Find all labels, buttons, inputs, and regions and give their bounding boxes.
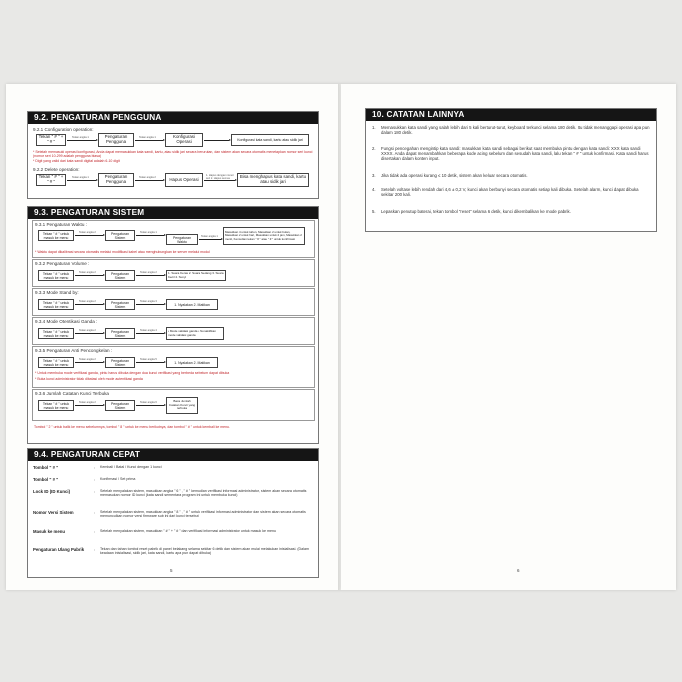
s92-1-arrow1-label: Tekan angka 1 xyxy=(72,136,89,139)
s93-2-arrow1-label: Tekan angka 2 xyxy=(79,271,96,274)
s92-2-step4: Bisa menghapus kata sandi, kartu atau sidik jari xyxy=(237,173,309,187)
s92-2-arrow1-label: Tekan angka 1 xyxy=(72,176,89,179)
section-9-4-title: 9.4. PENGATURAN CEPAT xyxy=(28,449,318,461)
s93-2-step1: Tekan " # " untuk masuk ke menu xyxy=(38,270,74,281)
s93-6-title: 9.3.6 Jumlah Catatan Kunci Terbuka xyxy=(35,391,109,396)
s93-1-title: 9.3.1 Pengaturan Waktu : xyxy=(35,222,87,227)
section-9-3-title: 9.3. PENGATURAN SISTEM xyxy=(28,207,318,219)
s93-3-arrow1 xyxy=(75,304,103,305)
s94-row-label: Nomor Versi Sistem xyxy=(33,510,74,515)
s93-6-arrow1-label: Tekan angka 2 xyxy=(79,401,96,404)
s93-4-step1: Tekan " # " untuk masuk ke menu xyxy=(38,328,74,339)
s93-3-arrow2 xyxy=(136,304,164,305)
s92-2-arrow1 xyxy=(67,180,96,181)
s93-5-note1: * Untuk membuka mode verifikasi ganda, pintu harus dibuka dengan dua kunci verifikasi yang berbeda sebelum dapat dibuka xyxy=(35,371,230,375)
s93-2-arrow2-label: Tekan angka 2 xyxy=(140,271,157,274)
s93-3-step1: Tekan " # " untuk masuk ke menu xyxy=(38,299,74,310)
s93-4-arrow2-label: Tekan angka 4 xyxy=(140,329,157,332)
note-number: 3. xyxy=(372,173,376,178)
note-number: 1. xyxy=(372,125,376,130)
s93-3-arrow1-label: Tekan angka 2 xyxy=(79,300,96,303)
s92-1-arrow2-label: Tekan angka 1 xyxy=(139,136,156,139)
s92-1-step3: Konfigurasi Operasi xyxy=(165,133,203,147)
section-9-2 xyxy=(27,111,319,199)
s94-row-label: Tombol " # " xyxy=(33,465,59,470)
s93-6-step1: Tekan " # " untuk masuk ke menu xyxy=(38,400,74,411)
s94-row-label: Tombol " # " xyxy=(33,477,59,482)
s93-1-panel xyxy=(32,220,315,258)
note-item: Fungsi pencegahan mengintip kata sandi: masukkan kata sandi sebagai berikut saat membuka pintu dengan kata sandi: XXX kata sandi XXXX. Anda dapat menambahkan beberapa kode acing sebelum dan sesudah kata sandi, lalu tekan " # " untuk konfirmasi. Kata sandi harus disertakan dalam konten input. xyxy=(381,146,649,162)
s92-2-arrow3-label: 1. Hapus dengan nomor seri 2. Hapus semua xyxy=(206,174,234,180)
s93-6-arrow1 xyxy=(75,405,103,406)
s93-3-panel xyxy=(32,288,315,316)
section-9-3 xyxy=(27,206,319,444)
note-number: 2. xyxy=(372,146,376,151)
s93-2-step3: 1. Suara Keras 2. Suara Sedang 3. Suara Kecil 4. Sunyi xyxy=(166,270,226,281)
s92-1-step2: Pengaturan Pengguna xyxy=(98,133,134,147)
note-item: Lepaskan penutup baterai, tekan tombol "reset" selama 6 detik, kunci dikembalikan ke mode pabrik. xyxy=(381,209,571,214)
s93-6-arrow2 xyxy=(136,405,164,406)
s93-4-step3: • Mode validasi ganda • Nonaktifkan mode validasi ganda xyxy=(166,327,224,340)
s94-row-colon: : xyxy=(94,477,96,482)
s93-6-panel xyxy=(32,389,315,421)
note-item: Setelah voltase lebih rendah dari 4,6 ± 0,2 V, kunci akan berbunyi secara otomatis setiap kali dibuka. Setelah alarm, kunci dapat dibuka sekitar 200 kali. xyxy=(381,187,639,198)
s93-2-arrow2 xyxy=(136,275,164,276)
note-item: Memasukkan kata sandi yang salah lebih dari 5 kali berturut-turut, keyboard terkunci selama 180 detik. Itu tidak menanggapi operasi apa pun dalam 180 detik. xyxy=(381,125,650,136)
s94-row-colon: : xyxy=(94,489,96,494)
s92-2-title: 9.2.2 Delete operation: xyxy=(33,167,80,172)
s94-row-colon: : xyxy=(94,547,96,552)
s92-1-arrow3 xyxy=(204,140,229,141)
s93-3-arrow2-label: Tekan angka 3 xyxy=(140,300,157,303)
s93-5-step1: Tekan " # " untuk masuk ke menu xyxy=(38,357,74,368)
s93-2-title: 9.3.2 Pengaturan Volume : xyxy=(35,261,90,266)
s92-1-step4: Konfigurasi kata sandi, kartu atau sidik jari xyxy=(231,134,309,146)
s93-5-step2: Pengaturan Sistem xyxy=(105,357,135,368)
s93-6-step3: Baca Jumlah Catatan Kunci yang terbuka xyxy=(166,397,198,414)
s94-row-colon: : xyxy=(94,510,96,515)
s92-1-note2: * Digit yang valid dari kata sandi digital adalah 6-10 digit xyxy=(33,159,120,163)
page-number-right: 6 xyxy=(517,568,520,573)
note-number: 4. xyxy=(372,187,376,192)
s93-6-arrow2-label: Tekan angka 6 xyxy=(140,401,157,404)
s93-5-arrow2 xyxy=(136,362,164,363)
s94-row-label: Masuk ke menu xyxy=(33,529,66,534)
s93-2-step2: Pengaturan Sistem xyxy=(105,270,135,281)
s93-5-arrow2-label: Tekan angka 5 xyxy=(140,358,157,361)
s94-row-colon: : xyxy=(94,529,96,534)
note-number: 5. xyxy=(372,209,376,214)
s93-footer-note: Tombol " 2 " untuk balik ke menu sebelumnya, tombol " 8 " untuk ke menu berikutnya, dan tombol " # " untuk kembali ke menu. xyxy=(34,425,230,429)
s93-3-title: 9.3.3 Mode Stand by: xyxy=(35,290,79,295)
note-item: Jika tidak ada operasi kurang ≤ 10 detik, sistem akan keluar secara otomatis. xyxy=(381,173,528,178)
s93-1-note: * Waktu dapat dikalibrasi secara otomatis melalui modifikasi kabel atau menghubungkan ke server melalui modul xyxy=(35,250,210,254)
s92-2-arrow2 xyxy=(135,180,163,181)
section-9-4 xyxy=(27,448,319,578)
s93-5-panel xyxy=(32,346,315,388)
s93-5-note2: * Buka kunci administrator tidak dibatasi oleh mode autentikasi ganda xyxy=(35,377,143,381)
s93-1-arrow1 xyxy=(75,235,103,236)
s93-1-arrow3-label: Tekan angka 1 xyxy=(201,235,218,238)
s93-1-arrow1-label: Tekan angka 2 xyxy=(79,231,96,234)
s93-2-panel xyxy=(32,259,315,287)
s93-1-arrow2 xyxy=(136,235,164,236)
s93-2-arrow1 xyxy=(75,275,103,276)
s93-5-arrow1 xyxy=(75,362,103,363)
section-9-2-title: 9.2. PENGATURAN PENGGUNA xyxy=(28,112,318,124)
s93-3-step3: 1. Nyalakan 2. Matikan xyxy=(166,299,218,310)
s93-1-step2: Pengaturan Sistem xyxy=(105,230,135,241)
s94-row-text: Setelah menyalakan sistem, masukkan " # " + " # " dan verifikasi informasi administrator untuk masuk ke menu xyxy=(100,529,276,533)
page-number-left: 5 xyxy=(170,568,173,573)
right-page xyxy=(341,84,676,590)
s94-row-text: Kembali / Batal / Kunci dengan 1 kunci xyxy=(100,465,162,469)
section-10-title: 10. CATATAN LAINNYA xyxy=(366,109,656,121)
s94-row-text: Setelah menyalakan sistem, masukkan angka " 8 " , " # " untuk verifikasi informasi administrator dan sistem akan secara otomatis memunculkan nomor versi firmware sub ini dari kunci tersebut xyxy=(100,510,306,519)
s92-1-title: 9.2.1 Configuration operation: xyxy=(33,127,94,132)
s92-1-step1: Tekan " # " + " # " xyxy=(36,134,66,146)
s94-row-text: Konfirmasi / Set prima xyxy=(100,477,136,481)
s92-1-arrow2 xyxy=(135,140,163,141)
s94-row-text: Tekan dan tahan tombol reset pabrik di panel belakang selama sekitar 6 detik dan sistem akan mulai melakukan inisialisasi. (Dalam keadaan inisialisasi, sidik jari, kata sandi, kartu apa pun dapat dibuka) xyxy=(100,547,309,556)
section-10 xyxy=(365,108,657,232)
s92-2-step3: Hapus Operasi xyxy=(165,173,203,187)
s93-1-arrow2-label: Tekan angka 1 xyxy=(140,231,157,234)
s94-row-label: Lock ID (ID Kunci) xyxy=(33,489,71,494)
s94-row-text: Setelah menyalakan sistem, masukkan angka " 6 " , " # " kemudian verifikasi informasi administrator, sistem akan secara otomatis memasukan nomor ID kunci (kata sandi sementara program ini untuk membuka kunci) xyxy=(100,489,307,498)
s92-2-step1: Tekan " # " + " # " xyxy=(36,174,66,186)
s93-1-arrow3 xyxy=(199,239,221,240)
s93-1-step1: Tekan " # " untuk masuk ke menu xyxy=(38,230,74,241)
s92-2-arrow3 xyxy=(204,180,235,181)
s93-5-step3: 1. Nyalakan 2. Matikan xyxy=(166,357,218,368)
s92-1-note1: * Setelah memasuki operasi konfigurasi, Anda dapat memasukkan kata sandi, kartu, atau sidik jari secara berurutan, dan sistem akan secara otomatis menetapkan nomor seri kunci (nomor seri 10-299 adalah pengguna biasa) xyxy=(33,150,313,159)
s94-row-colon: : xyxy=(94,465,96,470)
s93-1-step3: Pengaturan Waktu xyxy=(166,234,198,245)
s93-4-arrow1-label: Tekan angka 2 xyxy=(79,329,96,332)
s93-5-arrow1-label: Tekan angka 2 xyxy=(79,358,96,361)
s93-4-step2: Pengaturan Sistem xyxy=(105,328,135,339)
s92-1-arrow1 xyxy=(67,140,96,141)
s93-4-arrow2 xyxy=(136,333,164,334)
s93-4-panel xyxy=(32,317,315,345)
s93-4-title: 9.3.4 Mode Otentikasi Ganda : xyxy=(35,319,98,324)
s92-2-arrow2-label: Tekan angka 2 xyxy=(139,176,156,179)
s93-4-arrow1 xyxy=(75,333,103,334)
s92-2-step2: Pengaturan Pengguna xyxy=(98,173,134,187)
s93-3-step2: Pengaturan Sistem xyxy=(105,299,135,310)
s93-5-title: 9.3.5 Pengaturan Anti Pencongkelan : xyxy=(35,348,113,353)
s94-row-label: Pengaturan Ulang Pabrik xyxy=(33,547,85,552)
left-page xyxy=(6,84,341,590)
s93-1-step4: Masukkan 4 untuk tahun, Masukkan 2 untuk bulan, Masukkan 2 untuk hari, Masukkan untuk 2 jam, Masukkan 2 menit, Kemudian tekan " # " atau " # " untuk konfirmasi xyxy=(223,227,305,245)
s93-6-step2: Pengaturan Sistem xyxy=(105,400,135,411)
